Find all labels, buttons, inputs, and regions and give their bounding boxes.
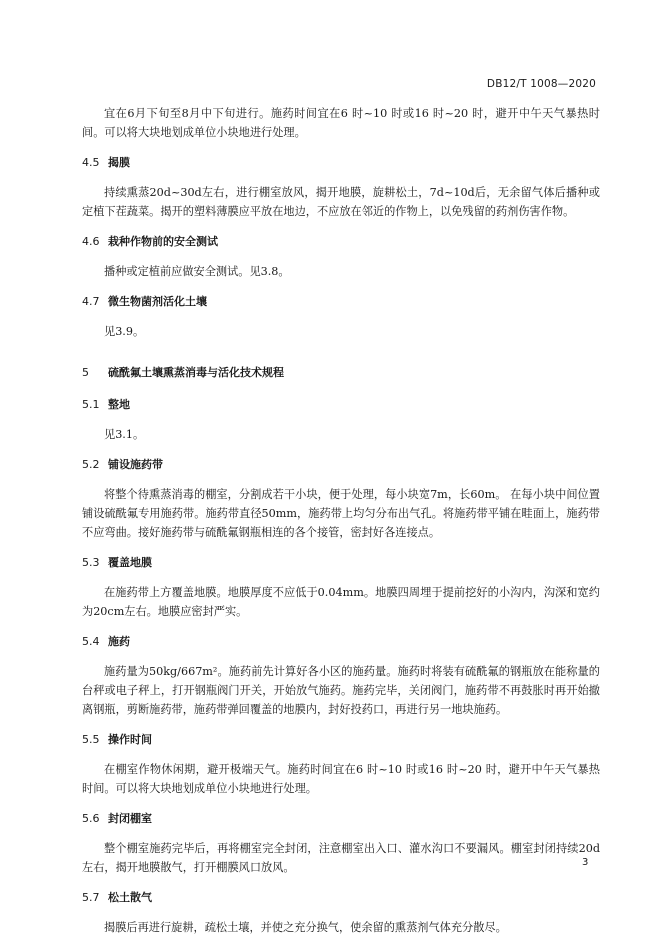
- section-title: 操作时间: [108, 733, 152, 746]
- section-heading-5-5: [82, 730, 600, 749]
- document-body: [82, 104, 600, 937]
- chapter-number: 5: [82, 366, 89, 379]
- section-number: 5.6: [82, 812, 100, 825]
- section-number: 5.5: [82, 733, 100, 746]
- section-number: 5.7: [82, 891, 100, 904]
- paragraph: 施药量为50kg/667m²。施药前先计算好各小区的施药量。施药时将装有硫酰氟的钢瓶放在能称量的台秤或电子秤上，打开钢瓶阀门开关，开始放气施药。施药完毕，关闭阀门，施药带不再鼓胀时再开始撤离钢瓶，剪断施药带，施药带弹回覆盖的地膜内，封好投药口，再进行另一地块施药。: [82, 665, 600, 716]
- section-number: 5.1: [82, 398, 100, 411]
- paragraph: 见3.9。: [104, 325, 145, 338]
- paragraph: 整个棚室施药完毕后，再将棚室完全封闭，注意棚室出入口、灌水沟口不要漏风。棚室封闭持续20d左右，揭开地膜散气，打开棚膜风口放风。: [82, 842, 600, 874]
- chapter-title: 硫酰氟土壤熏蒸消毒与活化技术规程: [108, 366, 284, 379]
- section-title: 整地: [108, 398, 130, 411]
- section-heading-5-3: [82, 553, 600, 572]
- section-heading-5-6: [82, 809, 600, 828]
- section-number: 4.6: [82, 235, 100, 248]
- section-title: 封闭棚室: [108, 812, 152, 825]
- section-heading-5-2: [82, 455, 600, 474]
- paragraph: 将整个待熏蒸消毒的棚室，分割成若干小块，便于处理，每小块宽7m，长60m。 在每小块中间位置铺设硫酰氟专用施药带。施药带直径50mm，施药带上均匀分布出气孔。将施药带平铺在畦面上，施药带不应弯曲。接好施药带与硫酰氟钢瓶相连的各个接管，密封好各连接点。: [82, 488, 600, 539]
- standard-number: DB12/T 1008—2020: [486, 78, 596, 90]
- paragraph: 宜在6月下旬至8月中下旬进行。施药时间宜在6 时~10 时或16 时~20 时，避开中午天气暴热时间。可以将大块地划成单位小块地进行处理。: [82, 107, 600, 139]
- section-heading-5-4: [82, 632, 600, 651]
- chapter-heading-5: [82, 363, 600, 382]
- section-title: 覆盖地膜: [108, 556, 152, 569]
- section-title: 栽种作物前的安全测试: [108, 235, 218, 248]
- section-title: 施药: [108, 635, 130, 648]
- section-heading-5-7: [82, 888, 600, 907]
- section-number: 4.7: [82, 295, 100, 308]
- paragraph: 播种或定植前应做安全测试。见3.8。: [104, 265, 290, 278]
- page-number: 3: [582, 857, 589, 868]
- section-title: 松土散气: [108, 891, 152, 904]
- section-title: 揭膜: [108, 156, 130, 169]
- section-heading-5-1: [82, 395, 600, 414]
- section-number: 5.3: [82, 556, 100, 569]
- paragraph: 持续熏蒸20d~30d左右，进行棚室放风，揭开地膜，旋耕松土，7d~10d后，无余留气体后播种或定植下茬蔬菜。揭开的塑料薄膜应平放在地边，不应放在邻近的作物上，以免残留的药剂伤害作物。: [82, 186, 600, 218]
- section-heading-4-7: [82, 292, 600, 311]
- section-heading-4-5: [82, 153, 600, 172]
- section-number: 5.2: [82, 458, 100, 471]
- section-title: 微生物菌剂活化土壤: [108, 295, 207, 308]
- paragraph: 揭膜后再进行旋耕，疏松土壤，并使之充分换气，使余留的熏蒸剂气体充分散尽。: [104, 921, 507, 934]
- paragraph: 见3.1。: [104, 428, 145, 441]
- paragraph: 在棚室作物休闲期，避开极端天气。施药时间宜在6 时~10 时或16 时~20 时，避开中午天气暴热时间。可以将大块地划成单位小块地进行处理。: [82, 763, 600, 795]
- section-heading-4-6: [82, 232, 600, 251]
- paragraph: 在施药带上方覆盖地膜。地膜厚度不应低于0.04mm。地膜四周埋于提前挖好的小沟内，沟深和宽约为20cm左右。地膜应密封严实。: [82, 586, 600, 618]
- section-number: 5.4: [82, 635, 100, 648]
- section-number: 4.5: [82, 156, 100, 169]
- section-title: 铺设施药带: [108, 458, 163, 471]
